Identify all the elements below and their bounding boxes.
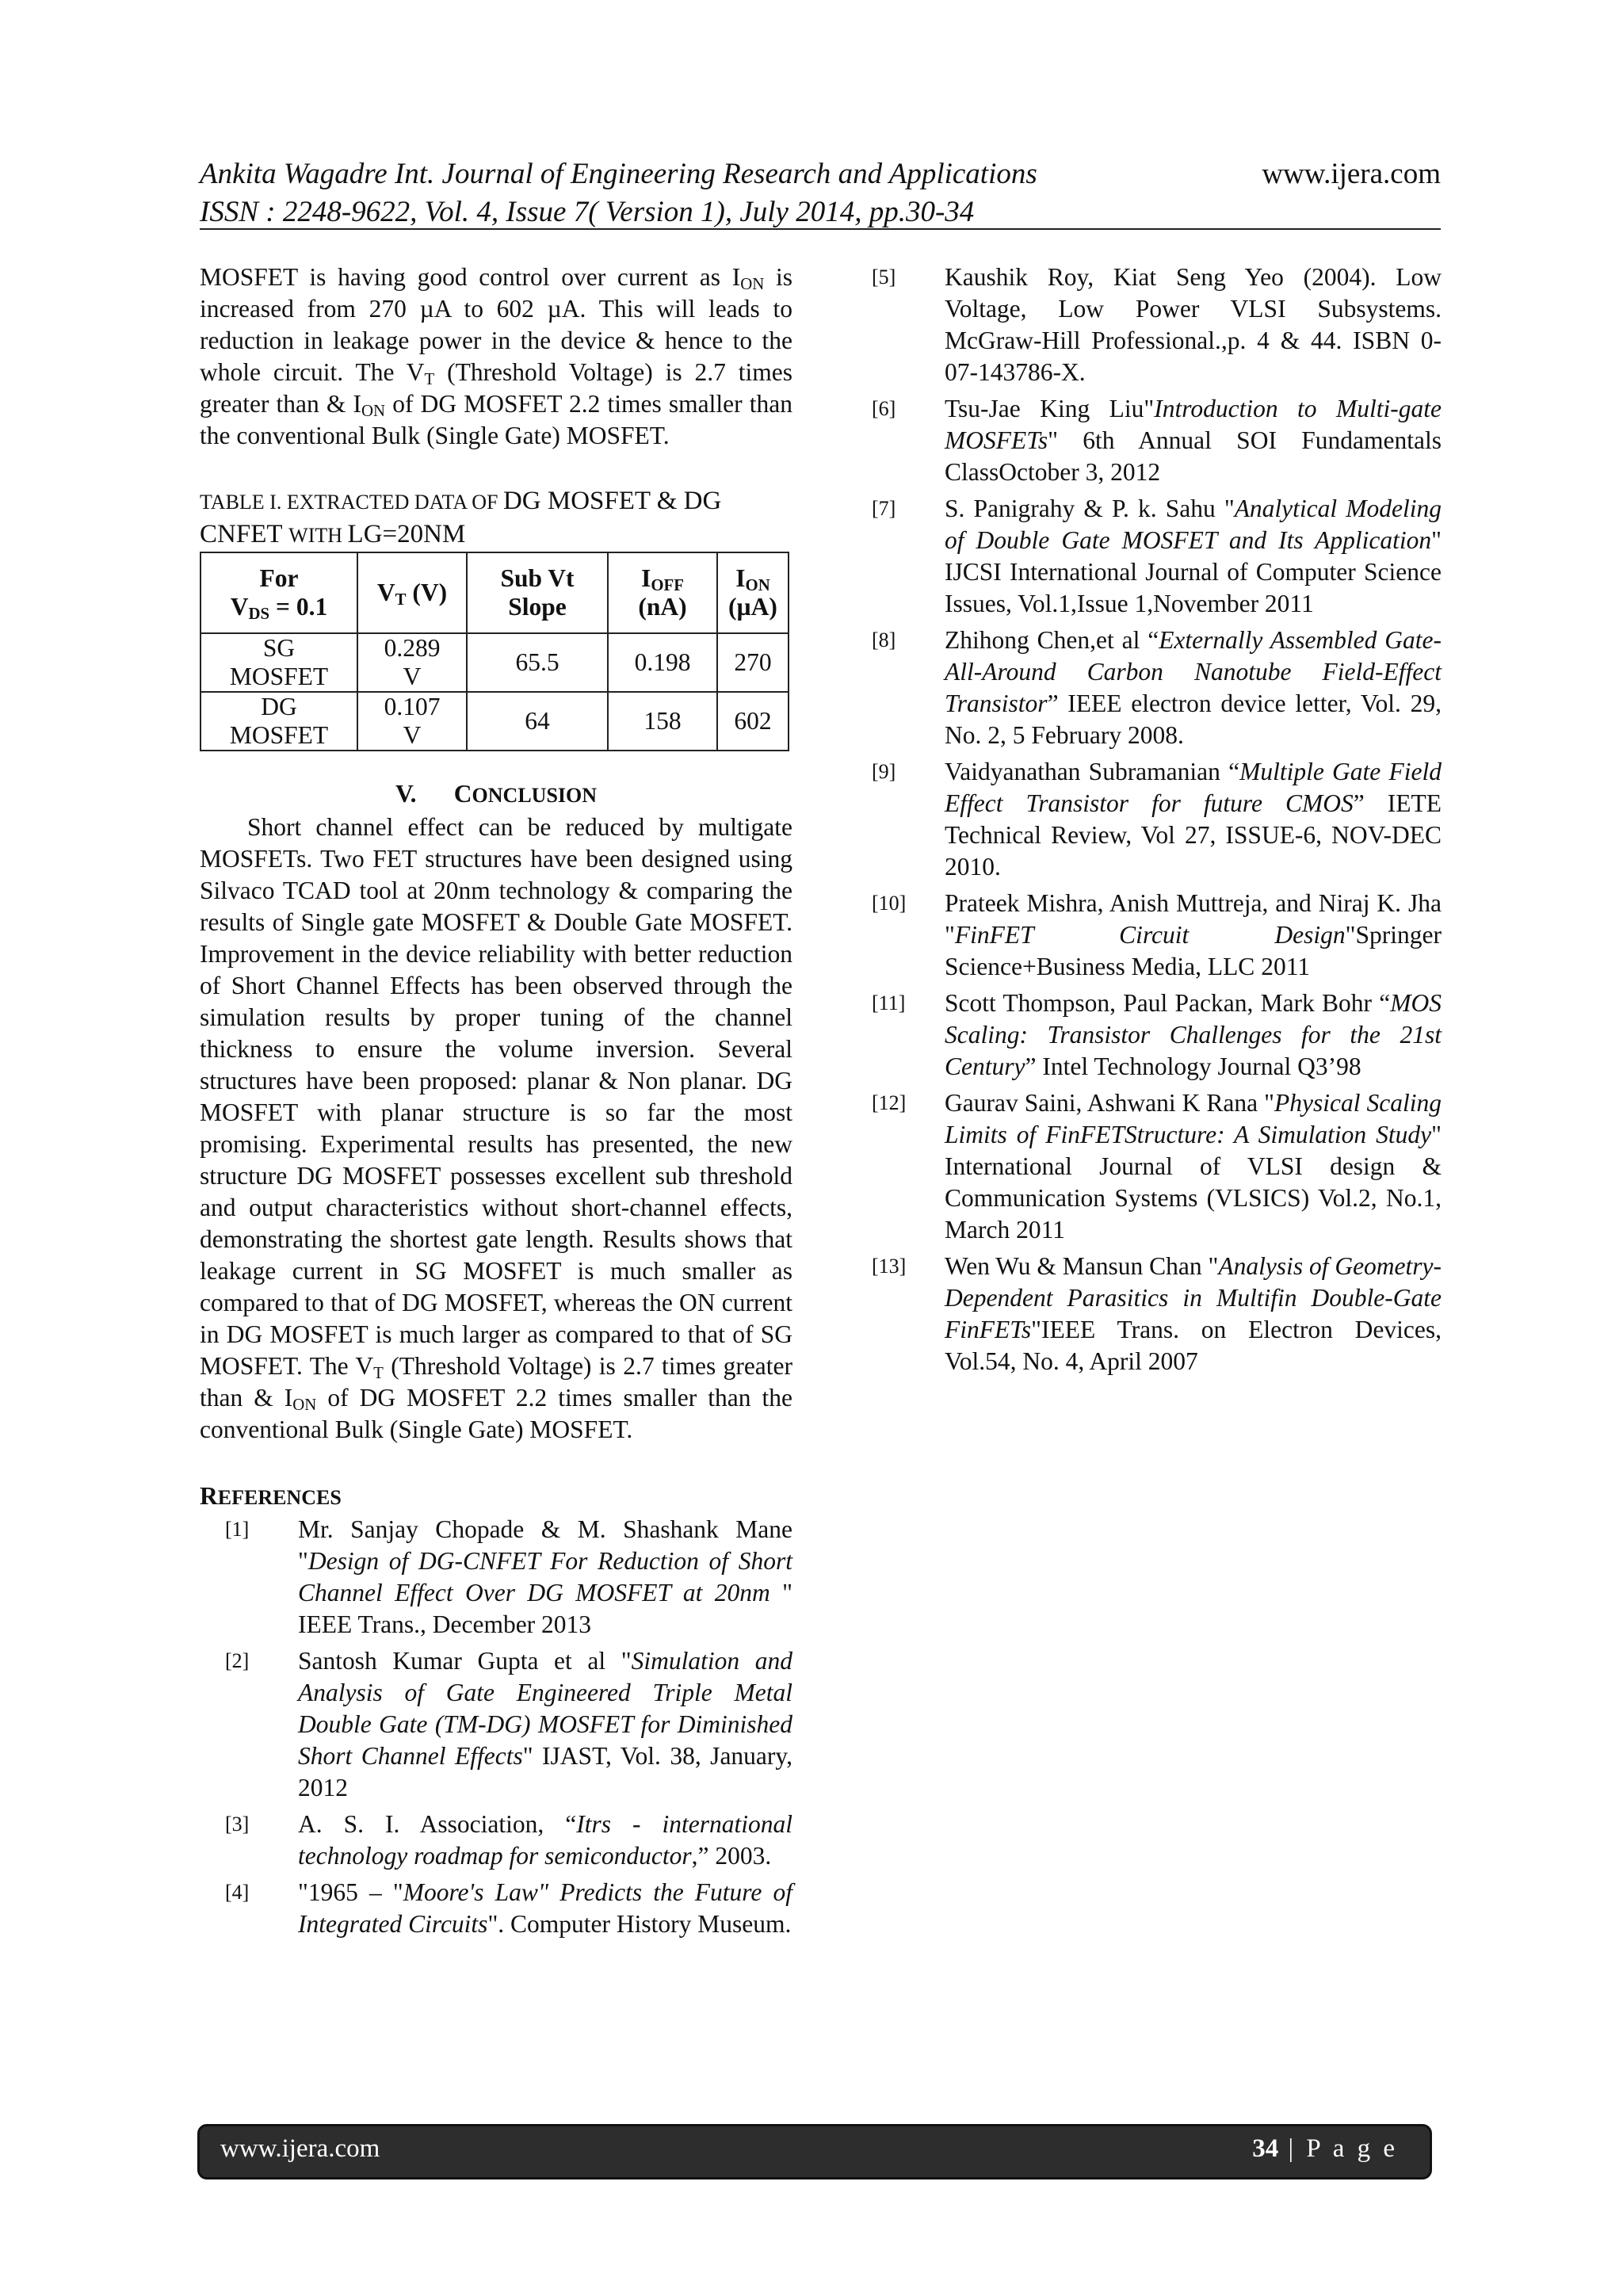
header-slope: Sub Vt Slope xyxy=(467,552,608,633)
header-rule xyxy=(200,228,1441,230)
reference-item: [13] Wen Wu & Mansun Chan "Analysis of Geometry-Dependent Parasitics in Multifin Double-Gate FinFETs"IEEE Trans. on Electron Devices, Vol.54, No. 4, April 2007 xyxy=(872,1252,1442,1375)
references-heading: REFERENCES xyxy=(200,1482,342,1510)
footer-website: www.ijera.com xyxy=(220,2134,380,2163)
table-row xyxy=(200,633,789,692)
page-footer xyxy=(197,2124,1432,2179)
running-header xyxy=(200,155,1441,231)
conclusion-paragraph: Short channel effect can be reduced by multigate MOSFETs. Two FET structures have been designed using Silvaco TCAD tool at 20nm technology & comparing the results of Single gate MOSFET & Double Gate MOSFET. Improvement in the device reliability with better reduction of Short Channel Effects has been observed through the simulation results by proper tuning of the channel thickness to ensure the volume inversion. Several structures have been proposed: planar & Non planar. DG MOSFET with planar structure is so far the most promising. Experimental results has presented, the new structure DG MOSFET possesses excellent sub threshold and output characteristics without short-channel effects, demonstrating the shortest gate length. Results shows that leakage current in SG MOSFET is much smaller as compared to that of DG MOSFET, whereas the ON current in DG MOSFET is much larger as compared to that of SG MOSFET. The $V_T$ (Threshold Voltage) is 2.7 times greater than & $I_{ON}$ of DG MOSFET 2.2 times smaller than the conventional Bulk (Single Gate) MOSFET. xyxy=(200,813,793,1443)
cell-ioff: 0.198 xyxy=(608,633,717,692)
reference-item: [3] A. S. I. Association, “Itrs - international technology roadmap for semiconductor,” 2003. xyxy=(225,1810,793,1870)
cell-ion: 270 xyxy=(717,633,789,692)
cell-device: SG MOSFET xyxy=(200,633,357,692)
header-ioff: $I_{OFF}$ (nA) xyxy=(608,552,717,633)
reference-item: [8] Zhihong Chen,et al “Externally Assembled Gate-All-Around Carbon Nanotube Field-Effect Transistor” IEEE electron device letter, Vol. 29, No. 2, 5 February 2008. xyxy=(872,626,1442,749)
page-number: 34 | P a g e xyxy=(1252,2134,1398,2163)
cell-ion: 602 xyxy=(717,692,789,751)
header-ion: $I_{ON}$ (µA) xyxy=(717,552,789,633)
reference-item: [4] "1965 – "Moore's Law" Predicts the Future of Integrated Circuits". Computer History Museum. xyxy=(225,1878,792,1938)
table-row xyxy=(200,692,789,751)
header-condition: For $V_{DS} = 0.1$ xyxy=(200,552,357,633)
reference-item: [6] Tsu-Jae King Liu"Introduction to Multi-gate MOSFETs" 6th Annual SOI Fundamentals ClassOctober 3, 2012 xyxy=(872,395,1442,486)
cell-device: DG MOSFET xyxy=(200,692,357,751)
left-column xyxy=(200,262,792,1945)
reference-item: [7] S. Panigrahy & P. k. Sahu "Analytical Modeling of Double Gate MOSFET and Its Application" IJCSI International Journal of Computer Science Issues, Vol.1,Issue 1,November 2011 xyxy=(872,495,1442,617)
conclusion-heading: V. CONCLUSION xyxy=(395,780,598,808)
table-caption: TABLE I. EXTRACTED DATA OF DG MOSFET & DG CNFET WITH LG=20NM xyxy=(200,487,722,548)
cell-vt: 0.289 V xyxy=(357,633,467,692)
reference-item: [10] Prateek Mishra, Anish Muttreja, and Niraj K. Jha "FinFET Circuit Design"Springer Science+Business Media, LLC 2011 xyxy=(872,889,1442,980)
issn-line: ISSN : 2248-9622, Vol. 4, Issue 7( Version 1), July 2014, pp.30-34 xyxy=(200,196,975,228)
header-vt: $V_T$ (V) xyxy=(357,552,467,633)
cell-ioff: 158 xyxy=(608,692,717,751)
cell-vt: 0.107 V xyxy=(357,692,467,751)
reference-item: [2] Santosh Kumar Gupta et al "Simulation and Analysis of Gate Engineered Triple Metal Double Gate (TM-DG) MOSFET for Diminished Short Channel Effects" IJAST, Vol. 38, January, 2012 xyxy=(225,1647,792,1801)
reference-item: [9] Vaidyanathan Subramanian “Multiple Gate Field Effect Transistor for future CMOS” IETE Technical Review, Vol 27, ISSUE-6, NOV-DEC 2010. xyxy=(872,758,1442,881)
table-header-row xyxy=(200,552,789,633)
intro-paragraph: MOSFET is having good control over current as $I_{ON}$ is increased from 270 µA to 602 µA. This will leads to reduction in leakage power in the device & hence to the whole circuit. The $V_T$ (Threshold Voltage) is 2.7 times greater than & $I_{ON}$ of DG MOSFET 2.2 times smaller than the conventional Bulk (Single Gate) MOSFET. xyxy=(200,263,793,449)
journal-line: Ankita Wagadre Int. Journal of Engineering Research and Applications xyxy=(200,158,1037,190)
header-website: www.ijera.com xyxy=(1262,158,1441,190)
reference-item: [11] Scott Thompson, Paul Packan, Mark Bohr “MOS Scaling: Transistor Challenges for the 21st Century” Intel Technology Journal Q3’98 xyxy=(872,989,1442,1080)
extracted-data-table xyxy=(200,552,789,751)
reference-item: [12] Gaurav Saini, Ashwani K Rana "Physical Scaling Limits of FinFETStructure: A Simulation Study" International Journal of VLSI design & Communication Systems (VLSICS) Vol.2, No.1, March 2011 xyxy=(872,1089,1442,1244)
cell-slope: 65.5 xyxy=(467,633,608,692)
right-column xyxy=(868,262,1442,1382)
cell-slope: 64 xyxy=(467,692,608,751)
reference-item: [1] Mr. Sanjay Chopade & M. Shashank Mane "Design of DG-CNFET For Reduction of Short Channel Effect Over DG MOSFET at 20nm " IEEE Trans., December 2013 xyxy=(225,1515,793,1638)
reference-item: [5] Kaushik Roy, Kiat Seng Yeo (2004). Low Voltage, Low Power VLSI Subsystems. McGraw-Hill Professional.,p. 4 & 44. ISBN 0-07-143786-X. xyxy=(872,263,1442,386)
